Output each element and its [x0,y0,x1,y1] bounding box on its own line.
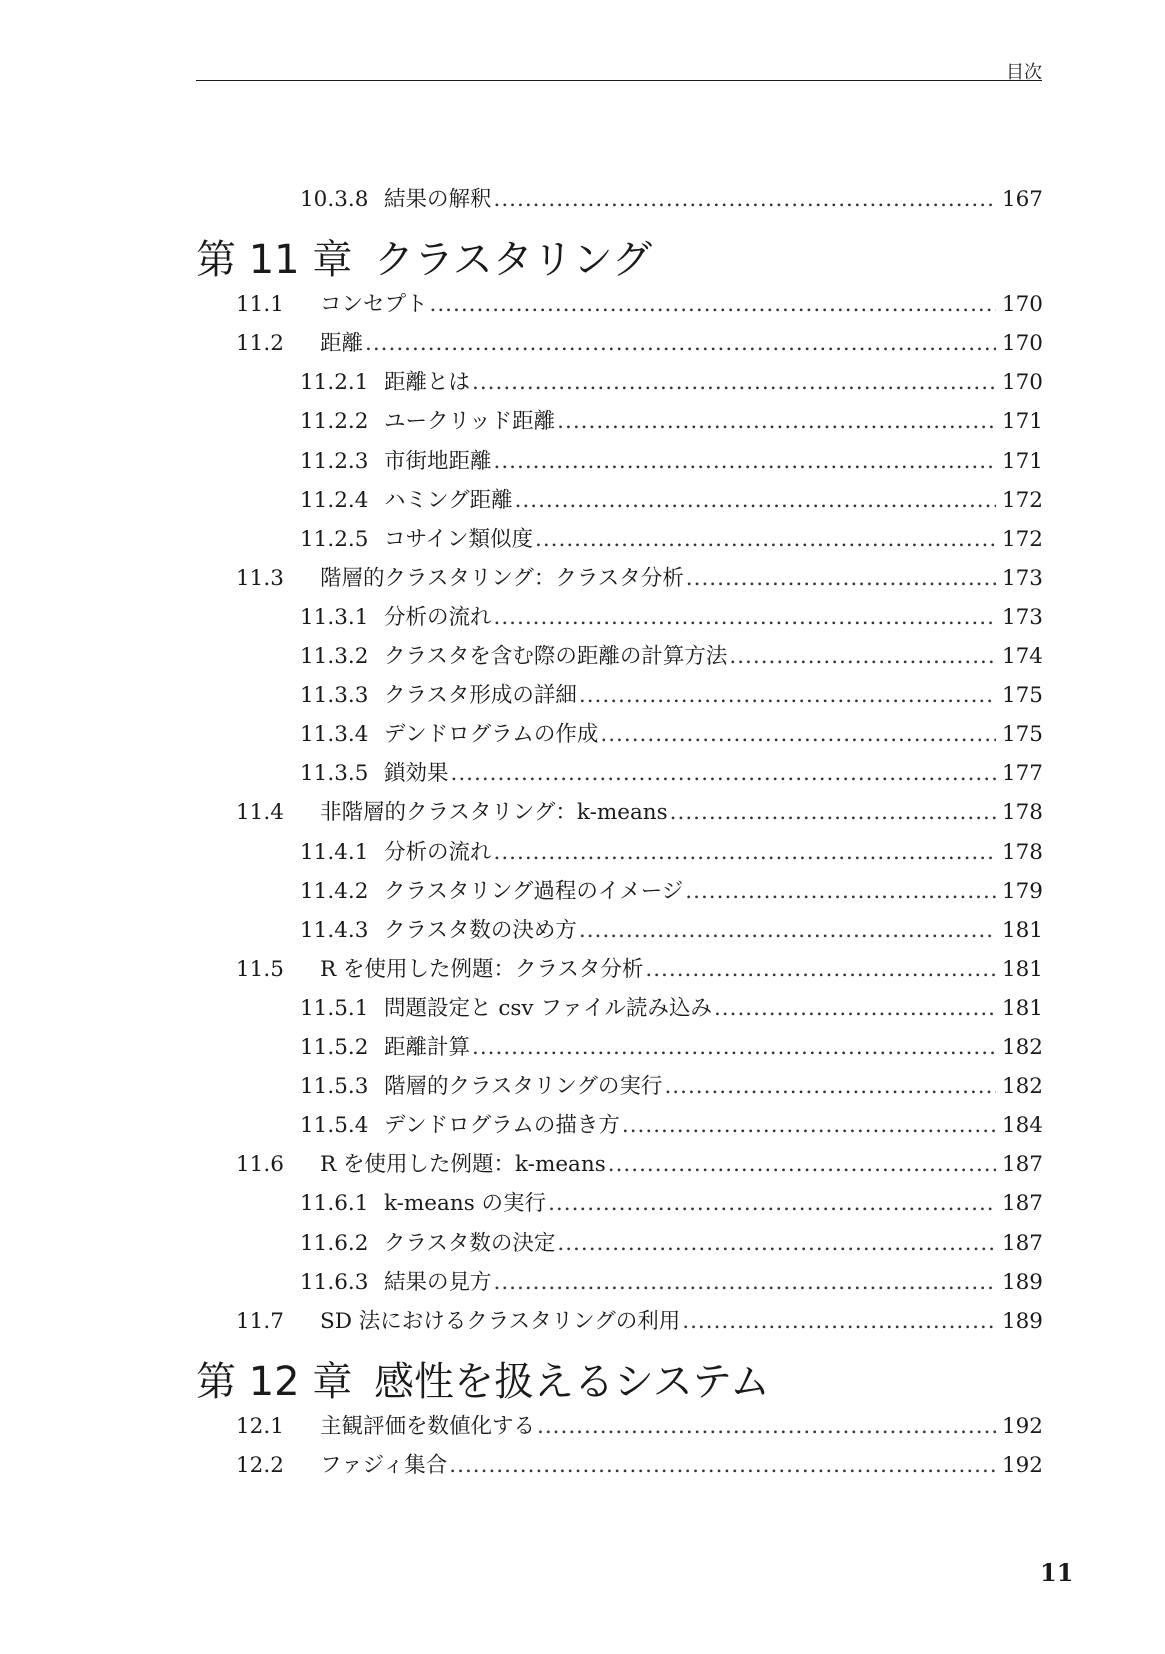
toc-subsection-entry[interactable] [300,407,1043,437]
dot-leader [494,603,996,633]
toc-section-entry[interactable] [236,955,1043,985]
entry-page-number: 182 [1001,1074,1043,1100]
toc-subsection-entry[interactable] [300,447,1043,477]
dot-leader [535,525,996,555]
chapter-title: 感性を扱えるシステム [374,1358,770,1405]
entry-number: 11.2.2 [300,409,369,435]
toc-section-entry[interactable] [236,564,1043,594]
entry-page-number: 189 [1001,1308,1043,1334]
entry-title: クラスタ数の決め方 [384,917,577,943]
entry-page-number: 175 [1001,722,1043,748]
dot-leader [449,1451,996,1481]
toc-subsection-entry[interactable] [300,877,1043,907]
entry-page-number: 171 [1001,448,1043,474]
toc-section-entry[interactable] [236,1150,1043,1180]
dot-leader [451,759,996,789]
toc-subsection-entry[interactable] [300,1111,1043,1141]
entry-page-number: 171 [1001,409,1043,435]
entry-page-number: 177 [1001,761,1043,787]
toc-subsection-entry[interactable] [300,486,1043,516]
entry-page-number: 178 [1001,800,1043,826]
dot-leader [682,1307,996,1337]
entry-page-number: 187 [1001,1230,1043,1256]
entry-title: 市街地距離 [384,448,492,474]
entry-title: 問題設定と csv ファイル読み込み [384,995,712,1021]
toc-subsection-entry[interactable] [300,368,1043,398]
entry-title: クラスタ数の決定 [384,1230,556,1256]
entry-number: 11.2.4 [300,487,369,513]
entry-page-number: 170 [1001,370,1043,396]
dot-leader [472,1033,996,1063]
dot-leader [670,798,996,828]
entry-number: 11.3.4 [300,722,369,748]
entry-number: 11.5 [236,956,284,982]
entry-title: コンセプト [320,292,428,318]
entry-title: ユークリッド距離 [384,409,556,435]
entry-page-number: 184 [1001,1113,1043,1139]
chapter-number: 第 12 章 [196,1358,353,1405]
entry-page-number: 174 [1001,644,1043,669]
dot-leader [608,1150,996,1180]
toc-subsection-entry[interactable] [300,642,1043,672]
entry-title: k-means の実行 [384,1191,547,1217]
chapter-title: クラスタリング [374,237,652,284]
dot-leader [548,1189,996,1219]
toc-subsection-entry[interactable] [300,916,1043,946]
dot-leader [472,368,996,398]
entry-title: 主観評価を数値化する [320,1413,536,1439]
toc-section-entry[interactable] [236,798,1043,828]
entry-number: 12.1 [236,1413,284,1439]
entry-page-number: 192 [1001,1452,1043,1478]
toc-section-entry[interactable] [236,1412,1043,1442]
dot-leader [494,447,996,477]
entry-title: ハミング距離 [384,487,513,513]
entry-number: 11.7 [236,1308,284,1334]
entry-title: SD 法におけるクラスタリングの利用 [320,1308,681,1334]
entry-number: 11.6.2 [300,1230,369,1256]
entry-page-number: 181 [1001,956,1043,982]
entry-title: コサイン類似度 [384,526,533,552]
entry-page-number: 167 [1001,187,1043,212]
entry-title: 距離 [320,331,364,357]
entry-number: 11.4.1 [300,839,369,865]
dot-leader [645,955,996,985]
entry-number: 11.5.2 [300,1035,369,1060]
entry-page-number: 170 [1001,292,1043,318]
entry-page-number: 187 [1001,1152,1043,1178]
entry-number: 11.3.1 [300,604,369,630]
toc-section-entry[interactable] [236,1451,1043,1481]
entry-page-number: 179 [1001,878,1043,904]
entry-title: クラスタ形成の詳細 [384,683,577,709]
entry-number: 11.6 [236,1152,284,1178]
toc-subsection-entry[interactable] [300,1189,1043,1219]
entry-page-number: 189 [1001,1269,1043,1295]
entry-number: 11.5.4 [300,1113,369,1139]
dot-leader [714,994,996,1024]
toc-subsection-entry[interactable] [300,681,1043,711]
dot-leader [557,1229,996,1259]
dot-leader [600,720,996,750]
chapter-heading [196,236,652,284]
dot-leader [622,1111,996,1141]
dot-leader [365,329,996,359]
entry-number: 11.3.2 [300,644,369,669]
entry-title: クラスタを含む際の距離の計算方法 [384,644,728,669]
entry-title: 分析の流れ [384,604,492,630]
entry-number: 11.2 [236,331,284,357]
entry-title: 階層的クラスタリング：クラスタ分析 [320,565,684,591]
entry-page-number: 172 [1001,526,1043,552]
entry-title: R を使用した例題：k-means [320,1152,606,1178]
entry-page-number: 192 [1001,1413,1043,1439]
dot-leader [664,1072,996,1102]
entry-title: 階層的クラスタリングの実行 [384,1074,663,1100]
entry-title: 結果の見方 [384,1269,492,1295]
entry-number: 12.2 [236,1452,284,1478]
entry-title: 分析の流れ [384,839,492,865]
entry-title: デンドログラムの作成 [384,722,599,748]
dot-leader [494,838,996,868]
entry-number: 11.6.1 [300,1191,369,1217]
toc-subsection-entry[interactable] [300,994,1043,1024]
chapter-number: 第 11 章 [196,237,353,284]
toc-subsection-entry[interactable] [300,838,1043,868]
entry-page-number: 175 [1001,683,1043,709]
entry-title: デンドログラムの描き方 [384,1113,620,1139]
toc-subsection-entry[interactable] [300,1268,1043,1298]
entry-title: 距離計算 [384,1035,471,1060]
entry-page-number: 181 [1001,917,1043,943]
toc-subsection-entry[interactable] [300,1072,1043,1102]
toc-subsection-entry[interactable] [300,1229,1043,1259]
dot-leader [515,486,996,516]
dot-leader [579,916,996,946]
entry-title: クラスタリング過程のイメージ [384,878,684,904]
dot-leader [686,564,996,594]
dot-leader [729,642,996,672]
entry-page-number: 181 [1001,995,1043,1021]
dot-leader [430,290,996,320]
entry-page-number: 182 [1001,1035,1043,1060]
entry-number: 11.2.3 [300,448,369,474]
entry-number: 11.6.3 [300,1269,369,1295]
entry-title: 結果の解釈 [384,187,492,212]
entry-title: 距離とは [384,370,471,396]
entry-page-number: 187 [1001,1191,1043,1217]
chapter-heading [196,1358,770,1406]
toc-subsection-entry[interactable] [300,1033,1043,1063]
entry-number: 11.5.1 [300,995,369,1021]
entry-page-number: 178 [1001,839,1043,865]
toc-section-entry[interactable] [236,1307,1043,1337]
entry-number: 11.5.3 [300,1074,369,1100]
entry-number: 11.3.5 [300,761,369,787]
entry-number: 11.1 [236,292,284,318]
entry-number: 11.3.3 [300,683,369,709]
toc-subsection-entry[interactable] [300,720,1043,750]
toc-subsection-entry[interactable] [300,185,1043,215]
entry-number: 11.2.5 [300,526,369,552]
entry-page-number: 173 [1001,604,1043,630]
entry-title: R を使用した例題：クラスタ分析 [320,956,644,982]
entry-number: 11.4.3 [300,917,369,943]
entry-number: 11.2.1 [300,370,369,396]
toc-subsection-entry[interactable] [300,525,1043,555]
entry-number: 11.3 [236,565,284,591]
entry-page-number: 172 [1001,487,1043,513]
running-head: 目次 [1006,62,1042,83]
dot-leader [579,681,996,711]
entry-page-number: 173 [1001,565,1043,591]
entry-title: ファジィ集合 [320,1452,448,1478]
entry-page-number: 170 [1001,331,1043,357]
page-number: 11 [1040,1558,1074,1587]
entry-number: 10.3.8 [300,187,369,212]
dot-leader [494,185,996,215]
toc-section-entry[interactable] [236,329,1043,359]
toc-section-entry[interactable] [236,290,1043,320]
dot-leader [537,1412,996,1442]
dot-leader [685,877,996,907]
toc-subsection-entry[interactable] [300,759,1043,789]
entry-title: 鎖効果 [384,761,449,787]
entry-title: 非階層的クラスタリング：k-means [320,800,668,826]
dot-leader [557,407,996,437]
entry-number: 11.4 [236,800,284,826]
toc-subsection-entry[interactable] [300,603,1043,633]
entry-number: 11.4.2 [300,878,369,904]
dot-leader [494,1268,996,1298]
